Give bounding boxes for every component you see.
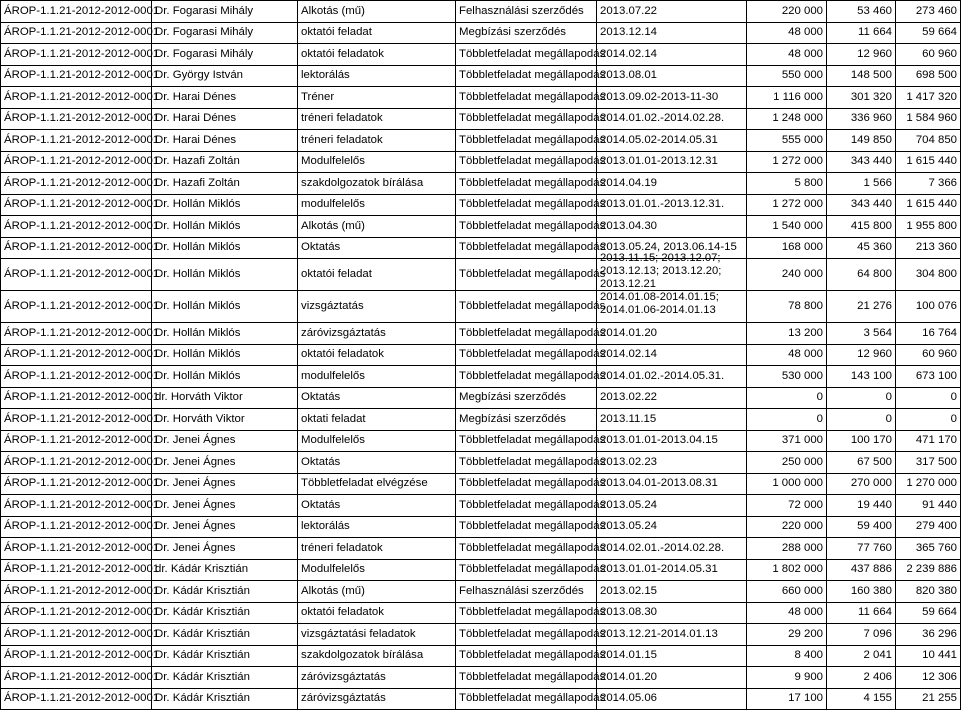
tax-amount-cell: 21 276 bbox=[827, 291, 896, 323]
project-cell: ÁROP-1.1.21-2012-2012-0001 bbox=[1, 237, 152, 259]
task-cell: oktatói feladatok bbox=[298, 602, 456, 624]
name-cell: Dr. Harai Dénes bbox=[152, 87, 298, 109]
task-cell: Modulfelelős bbox=[298, 559, 456, 581]
period-cell: 2013.04.01-2013.08.31 bbox=[597, 473, 747, 495]
period-cell: 2013.09.02-2013-11-30 bbox=[597, 87, 747, 109]
name-cell: Dr. Jenei Ágnes bbox=[152, 516, 298, 538]
period-lines bbox=[600, 291, 743, 322]
project-cell: ÁROP-1.1.21-2012-2012-0001 bbox=[1, 602, 152, 624]
contract-cell: Többletfeladat megállapodás bbox=[456, 44, 597, 66]
tax-amount-cell: 2 406 bbox=[827, 667, 896, 689]
table-row bbox=[1, 559, 961, 581]
project-cell: ÁROP-1.1.21-2012-2012-0001 bbox=[1, 151, 152, 173]
tax-amount-cell: 53 460 bbox=[827, 1, 896, 23]
table-row bbox=[1, 387, 961, 409]
name-cell: Dr. Kádár Krisztián bbox=[152, 581, 298, 603]
contract-cell: Többletfeladat megállapodás bbox=[456, 194, 597, 216]
contract-cell: Megbízási szerződés bbox=[456, 409, 597, 431]
tax-amount-cell: 148 500 bbox=[827, 65, 896, 87]
task-cell: Modulfelelős bbox=[298, 430, 456, 452]
tax-amount-cell: 149 850 bbox=[827, 130, 896, 152]
period-cell: 2014.01.15 bbox=[597, 645, 747, 667]
table-row bbox=[1, 194, 961, 216]
period-cell: 2014.02.14 bbox=[597, 44, 747, 66]
gross-amount-cell: 168 000 bbox=[747, 237, 827, 259]
period-cell: 2013.02.23 bbox=[597, 452, 747, 474]
total-amount-cell: 213 360 bbox=[896, 237, 961, 259]
task-cell: oktatói feladat bbox=[298, 259, 456, 291]
table-row bbox=[1, 151, 961, 173]
name-cell: Dr. Kádár Krisztián bbox=[152, 688, 298, 710]
name-cell: Dr. Jenei Ágnes bbox=[152, 452, 298, 474]
tax-amount-cell: 343 440 bbox=[827, 151, 896, 173]
project-cell: ÁROP-1.1.21-2012-2012-0001 bbox=[1, 65, 152, 87]
project-cell: ÁROP-1.1.21-2012-2012-0001 bbox=[1, 259, 152, 291]
total-amount-cell: 304 800 bbox=[896, 259, 961, 291]
tax-amount-cell: 45 360 bbox=[827, 237, 896, 259]
task-cell: Oktatás bbox=[298, 495, 456, 517]
name-cell: Dr. Fogarasi Mihály bbox=[152, 44, 298, 66]
name-cell: Dr. Kádár Krisztián bbox=[152, 667, 298, 689]
period-lines bbox=[600, 252, 743, 290]
tax-amount-cell: 77 760 bbox=[827, 538, 896, 560]
task-cell: vizsgáztatás bbox=[298, 291, 456, 323]
table-row bbox=[1, 108, 961, 130]
name-cell: Dr. Jenei Ágnes bbox=[152, 495, 298, 517]
gross-amount-cell: 240 000 bbox=[747, 259, 827, 291]
project-cell: ÁROP-1.1.21-2012-2012-0001 bbox=[1, 387, 152, 409]
table-row bbox=[1, 430, 961, 452]
task-cell: Oktatás bbox=[298, 387, 456, 409]
gross-amount-cell: 0 bbox=[747, 387, 827, 409]
table-row bbox=[1, 291, 961, 323]
project-cell: ÁROP-1.1.21-2012-2012-0001 bbox=[1, 667, 152, 689]
project-cell: ÁROP-1.1.21-2012-2012-0001 bbox=[1, 473, 152, 495]
task-cell: tréneri feladatok bbox=[298, 130, 456, 152]
task-cell: Tréner bbox=[298, 87, 456, 109]
tax-amount-cell: 11 664 bbox=[827, 22, 896, 44]
total-amount-cell: 279 400 bbox=[896, 516, 961, 538]
gross-amount-cell: 72 000 bbox=[747, 495, 827, 517]
contract-cell: Többletfeladat megállapodás bbox=[456, 291, 597, 323]
contract-cell: Többletfeladat megállapodás bbox=[456, 538, 597, 560]
name-cell: Dr. Jenei Ágnes bbox=[152, 538, 298, 560]
project-cell: ÁROP-1.1.21-2012-2012-0001 bbox=[1, 581, 152, 603]
period-cell: 2013.12.14 bbox=[597, 22, 747, 44]
total-amount-cell: 1 417 320 bbox=[896, 87, 961, 109]
total-amount-cell: 273 460 bbox=[896, 1, 961, 23]
gross-amount-cell: 220 000 bbox=[747, 1, 827, 23]
gross-amount-cell: 8 400 bbox=[747, 645, 827, 667]
task-cell: Többletfeladat elvégzése bbox=[298, 473, 456, 495]
gross-amount-cell: 1 116 000 bbox=[747, 87, 827, 109]
contract-cell: Többletfeladat megállapodás bbox=[456, 452, 597, 474]
contract-cell: Többletfeladat megállapodás bbox=[456, 259, 597, 291]
name-cell: Dr. Hollán Miklós bbox=[152, 216, 298, 238]
task-cell: Alkotás (mű) bbox=[298, 581, 456, 603]
name-cell: Dr. Hollán Miklós bbox=[152, 237, 298, 259]
contract-cell: Többletfeladat megállapodás bbox=[456, 602, 597, 624]
period-cell: 2013.01.01-2014.05.31 bbox=[597, 559, 747, 581]
task-cell: szakdolgozatok bírálása bbox=[298, 173, 456, 195]
total-amount-cell: 471 170 bbox=[896, 430, 961, 452]
name-cell: Dr. Fogarasi Mihály bbox=[152, 22, 298, 44]
tax-amount-cell: 270 000 bbox=[827, 473, 896, 495]
contract-cell: Többletfeladat megállapodás bbox=[456, 344, 597, 366]
task-cell: oktatói feladat bbox=[298, 22, 456, 44]
project-cell: ÁROP-1.1.21-2012-2012-0001 bbox=[1, 344, 152, 366]
name-cell: Dr. Hollán Miklós bbox=[152, 291, 298, 323]
period-cell: 2014.05.02-2014.05.31 bbox=[597, 130, 747, 152]
project-cell: ÁROP-1.1.21-2012-2012-0001 bbox=[1, 409, 152, 431]
table-row bbox=[1, 581, 961, 603]
task-cell: lektorálás bbox=[298, 65, 456, 87]
project-cell: ÁROP-1.1.21-2012-2012-0001 bbox=[1, 194, 152, 216]
contract-cell: Felhasználási szerződés bbox=[456, 581, 597, 603]
period-cell: 2013.02.22 bbox=[597, 387, 747, 409]
gross-amount-cell: 1 272 000 bbox=[747, 151, 827, 173]
name-cell: Dr. Fogarasi Mihály bbox=[152, 1, 298, 23]
contract-cell: Többletfeladat megállapodás bbox=[456, 559, 597, 581]
name-cell: Dr. Kádár Krisztián bbox=[152, 645, 298, 667]
period-cell: 2014.01.20 bbox=[597, 667, 747, 689]
task-cell: Oktatás bbox=[298, 237, 456, 259]
name-cell: Dr. Hollán Miklós bbox=[152, 323, 298, 345]
tax-amount-cell: 2 041 bbox=[827, 645, 896, 667]
gross-amount-cell: 1 540 000 bbox=[747, 216, 827, 238]
total-amount-cell: 2 239 886 bbox=[896, 559, 961, 581]
table-row bbox=[1, 344, 961, 366]
gross-amount-cell: 5 800 bbox=[747, 173, 827, 195]
table-row bbox=[1, 452, 961, 474]
gross-amount-cell: 48 000 bbox=[747, 344, 827, 366]
gross-amount-cell: 1 802 000 bbox=[747, 559, 827, 581]
contract-cell: Többletfeladat megállapodás bbox=[456, 473, 597, 495]
period-cell: 2013.01.01-2013.04.15 bbox=[597, 430, 747, 452]
project-cell: ÁROP-1.1.21-2012-2012-0001 bbox=[1, 44, 152, 66]
total-amount-cell: 0 bbox=[896, 387, 961, 409]
table-row bbox=[1, 602, 961, 624]
period-line: 2013.12.13; 2013.12.20; bbox=[600, 265, 722, 277]
period-cell: 2013.07.22 bbox=[597, 1, 747, 23]
task-cell: vizsgáztatási feladatok bbox=[298, 624, 456, 646]
task-cell: tréneri feladatok bbox=[298, 108, 456, 130]
gross-amount-cell: 288 000 bbox=[747, 538, 827, 560]
contract-cell: Többletfeladat megállapodás bbox=[456, 688, 597, 710]
tax-amount-cell: 11 664 bbox=[827, 602, 896, 624]
table-row bbox=[1, 495, 961, 517]
project-cell: ÁROP-1.1.21-2012-2012-0001 bbox=[1, 87, 152, 109]
tax-amount-cell: 415 800 bbox=[827, 216, 896, 238]
name-cell: Dr. Hollán Miklós bbox=[152, 194, 298, 216]
task-cell: modulfelelős bbox=[298, 366, 456, 388]
task-cell: oktatói feladatok bbox=[298, 344, 456, 366]
period-cell: 2013.08.30 bbox=[597, 602, 747, 624]
total-amount-cell: 1 955 800 bbox=[896, 216, 961, 238]
contract-cell: Többletfeladat megállapodás bbox=[456, 667, 597, 689]
project-cell: ÁROP-1.1.21-2012-2012-0001 bbox=[1, 559, 152, 581]
project-cell: ÁROP-1.1.21-2012-2012-0001 bbox=[1, 130, 152, 152]
contract-cell: Többletfeladat megállapodás bbox=[456, 108, 597, 130]
contract-cell: Többletfeladat megállapodás bbox=[456, 366, 597, 388]
period-cell: 2014.01.02.-2014.02.28. bbox=[597, 108, 747, 130]
table-row bbox=[1, 516, 961, 538]
tax-amount-cell: 7 096 bbox=[827, 624, 896, 646]
name-cell: Dr. György István bbox=[152, 65, 298, 87]
contract-cell: Többletfeladat megállapodás bbox=[456, 516, 597, 538]
table-body bbox=[1, 1, 961, 710]
project-cell: ÁROP-1.1.21-2012-2012-0001 bbox=[1, 452, 152, 474]
name-cell: Dr. Kádár Krisztián bbox=[152, 602, 298, 624]
table-row bbox=[1, 65, 961, 87]
contract-cell: Többletfeladat megállapodás bbox=[456, 151, 597, 173]
total-amount-cell: 12 306 bbox=[896, 667, 961, 689]
total-amount-cell: 673 100 bbox=[896, 366, 961, 388]
project-cell: ÁROP-1.1.21-2012-2012-0001 bbox=[1, 323, 152, 345]
gross-amount-cell: 17 100 bbox=[747, 688, 827, 710]
contract-cell: Többletfeladat megállapodás bbox=[456, 645, 597, 667]
total-amount-cell: 0 bbox=[896, 409, 961, 431]
tax-amount-cell: 1 566 bbox=[827, 173, 896, 195]
table-row bbox=[1, 87, 961, 109]
gross-amount-cell: 555 000 bbox=[747, 130, 827, 152]
project-cell: ÁROP-1.1.21-2012-2012-0001 bbox=[1, 1, 152, 23]
gross-amount-cell: 250 000 bbox=[747, 452, 827, 474]
period-line: 2013.12.21 bbox=[600, 278, 656, 290]
task-cell: modulfelelős bbox=[298, 194, 456, 216]
project-cell: ÁROP-1.1.21-2012-2012-0001 bbox=[1, 22, 152, 44]
total-amount-cell: 59 664 bbox=[896, 22, 961, 44]
total-amount-cell: 698 500 bbox=[896, 65, 961, 87]
name-cell: Dr. Jenei Ágnes bbox=[152, 430, 298, 452]
project-cell: ÁROP-1.1.21-2012-2012-0001 bbox=[1, 624, 152, 646]
table-row bbox=[1, 259, 961, 291]
total-amount-cell: 59 664 bbox=[896, 602, 961, 624]
tax-amount-cell: 19 440 bbox=[827, 495, 896, 517]
task-cell: Oktatás bbox=[298, 452, 456, 474]
name-cell: Dr. Hazafi Zoltán bbox=[152, 173, 298, 195]
project-cell: ÁROP-1.1.21-2012-2012-0001 bbox=[1, 216, 152, 238]
contract-cell: Többletfeladat megállapodás bbox=[456, 430, 597, 452]
project-cell: ÁROP-1.1.21-2012-2012-0001 bbox=[1, 430, 152, 452]
total-amount-cell: 91 440 bbox=[896, 495, 961, 517]
total-amount-cell: 365 760 bbox=[896, 538, 961, 560]
task-cell: oktatói feladatok bbox=[298, 44, 456, 66]
project-cell: ÁROP-1.1.21-2012-2012-0001 bbox=[1, 516, 152, 538]
gross-amount-cell: 371 000 bbox=[747, 430, 827, 452]
gross-amount-cell: 29 200 bbox=[747, 624, 827, 646]
table-row bbox=[1, 645, 961, 667]
tax-amount-cell: 0 bbox=[827, 387, 896, 409]
project-cell: ÁROP-1.1.21-2012-2012-0001 bbox=[1, 688, 152, 710]
gross-amount-cell: 550 000 bbox=[747, 65, 827, 87]
contract-cell: Többletfeladat megállapodás bbox=[456, 495, 597, 517]
task-cell: lektorálás bbox=[298, 516, 456, 538]
total-amount-cell: 7 366 bbox=[896, 173, 961, 195]
period-cell: 2013.04.30 bbox=[597, 216, 747, 238]
table-row bbox=[1, 688, 961, 710]
gross-amount-cell: 9 900 bbox=[747, 667, 827, 689]
name-cell: dr. Horváth Viktor bbox=[152, 387, 298, 409]
task-cell: tréneri feladatok bbox=[298, 538, 456, 560]
contract-cell: Megbízási szerződés bbox=[456, 387, 597, 409]
period-cell: 2013.12.21-2014.01.13 bbox=[597, 624, 747, 646]
period-cell: 2014.02.14 bbox=[597, 344, 747, 366]
total-amount-cell: 1 615 440 bbox=[896, 194, 961, 216]
name-cell: Dr. Jenei Ágnes bbox=[152, 473, 298, 495]
name-cell: Dr. Harai Dénes bbox=[152, 108, 298, 130]
gross-amount-cell: 1 272 000 bbox=[747, 194, 827, 216]
period-cell: 2014.04.19 bbox=[597, 173, 747, 195]
table-row bbox=[1, 473, 961, 495]
period-cell: 2013.02.15 bbox=[597, 581, 747, 603]
gross-amount-cell: 1 000 000 bbox=[747, 473, 827, 495]
table-row bbox=[1, 173, 961, 195]
total-amount-cell: 1 270 000 bbox=[896, 473, 961, 495]
table-row bbox=[1, 366, 961, 388]
period-cell bbox=[597, 291, 747, 323]
tax-amount-cell: 67 500 bbox=[827, 452, 896, 474]
period-cell: 2014.01.20 bbox=[597, 323, 747, 345]
period-line: 2014.01.06-2014.01.13 bbox=[600, 304, 716, 316]
project-cell: ÁROP-1.1.21-2012-2012-0001 bbox=[1, 366, 152, 388]
total-amount-cell: 1 584 960 bbox=[896, 108, 961, 130]
table-row bbox=[1, 22, 961, 44]
period-cell: 2013.01.01.-2013.12.31. bbox=[597, 194, 747, 216]
name-cell: Dr. Harai Dénes bbox=[152, 130, 298, 152]
tax-amount-cell: 59 400 bbox=[827, 516, 896, 538]
gross-amount-cell: 78 800 bbox=[747, 291, 827, 323]
name-cell: Dr. Horváth Viktor bbox=[152, 409, 298, 431]
tax-amount-cell: 336 960 bbox=[827, 108, 896, 130]
gross-amount-cell: 1 248 000 bbox=[747, 108, 827, 130]
period-cell: 2014.05.06 bbox=[597, 688, 747, 710]
name-cell: Dr. Hollán Miklós bbox=[152, 344, 298, 366]
name-cell: Dr. Kádár Krisztián bbox=[152, 624, 298, 646]
project-cell: ÁROP-1.1.21-2012-2012-0001 bbox=[1, 495, 152, 517]
tax-amount-cell: 0 bbox=[827, 409, 896, 431]
gross-amount-cell: 220 000 bbox=[747, 516, 827, 538]
tax-amount-cell: 64 800 bbox=[827, 259, 896, 291]
table-row bbox=[1, 409, 961, 431]
gross-amount-cell: 660 000 bbox=[747, 581, 827, 603]
tax-amount-cell: 160 380 bbox=[827, 581, 896, 603]
total-amount-cell: 21 255 bbox=[896, 688, 961, 710]
tax-amount-cell: 100 170 bbox=[827, 430, 896, 452]
tax-amount-cell: 12 960 bbox=[827, 344, 896, 366]
total-amount-cell: 820 380 bbox=[896, 581, 961, 603]
table-row bbox=[1, 667, 961, 689]
contract-cell: Többletfeladat megállapodás bbox=[456, 624, 597, 646]
tax-amount-cell: 301 320 bbox=[827, 87, 896, 109]
task-cell: záróvizsgáztatás bbox=[298, 667, 456, 689]
contract-cell: Többletfeladat megállapodás bbox=[456, 323, 597, 345]
name-cell: Dr. Hollán Miklós bbox=[152, 366, 298, 388]
total-amount-cell: 317 500 bbox=[896, 452, 961, 474]
total-amount-cell: 704 850 bbox=[896, 130, 961, 152]
gross-amount-cell: 48 000 bbox=[747, 602, 827, 624]
period-cell: 2013.05.24 bbox=[597, 516, 747, 538]
task-cell: szakdolgozatok bírálása bbox=[298, 645, 456, 667]
tax-amount-cell: 3 564 bbox=[827, 323, 896, 345]
gross-amount-cell: 48 000 bbox=[747, 44, 827, 66]
period-cell: 2014.02.01.-2014.02.28. bbox=[597, 538, 747, 560]
task-cell: záróvizsgáztatás bbox=[298, 323, 456, 345]
table-row bbox=[1, 237, 961, 259]
table-row bbox=[1, 44, 961, 66]
table-row bbox=[1, 216, 961, 238]
total-amount-cell: 60 960 bbox=[896, 44, 961, 66]
contract-cell: Többletfeladat megállapodás bbox=[456, 65, 597, 87]
contract-cell: Többletfeladat megállapodás bbox=[456, 87, 597, 109]
period-cell: 2013.05.24 bbox=[597, 495, 747, 517]
name-cell: Dr. Hollán Miklós bbox=[152, 259, 298, 291]
task-cell: záróvizsgáztatás bbox=[298, 688, 456, 710]
period-line: 2013.11.15; 2013.12.07; bbox=[600, 252, 721, 264]
period-cell: 2013.08.01 bbox=[597, 65, 747, 87]
table-row bbox=[1, 130, 961, 152]
gross-amount-cell: 13 200 bbox=[747, 323, 827, 345]
gross-amount-cell: 48 000 bbox=[747, 22, 827, 44]
tax-amount-cell: 437 886 bbox=[827, 559, 896, 581]
total-amount-cell: 36 296 bbox=[896, 624, 961, 646]
total-amount-cell: 16 764 bbox=[896, 323, 961, 345]
contract-cell: Felhasználási szerződés bbox=[456, 1, 597, 23]
table-row bbox=[1, 323, 961, 345]
period-cell: 2014.01.02.-2014.05.31. bbox=[597, 366, 747, 388]
tax-amount-cell: 343 440 bbox=[827, 194, 896, 216]
tax-amount-cell: 143 100 bbox=[827, 366, 896, 388]
name-cell: dr. Kádár Krisztián bbox=[152, 559, 298, 581]
gross-amount-cell: 530 000 bbox=[747, 366, 827, 388]
project-cell: ÁROP-1.1.21-2012-2012-0001 bbox=[1, 538, 152, 560]
total-amount-cell: 100 076 bbox=[896, 291, 961, 323]
project-cell: ÁROP-1.1.21-2012-2012-0001 bbox=[1, 291, 152, 323]
task-cell: Alkotás (mű) bbox=[298, 216, 456, 238]
tax-amount-cell: 12 960 bbox=[827, 44, 896, 66]
period-cell: 2013.01.01-2013.12.31 bbox=[597, 151, 747, 173]
contract-cell: Többletfeladat megállapodás bbox=[456, 216, 597, 238]
total-amount-cell: 10 441 bbox=[896, 645, 961, 667]
contract-cell: Többletfeladat megállapodás bbox=[456, 173, 597, 195]
tax-amount-cell: 4 155 bbox=[827, 688, 896, 710]
table-row bbox=[1, 538, 961, 560]
period-line: 2014.01.08-2014.01.15; bbox=[600, 291, 719, 303]
period-cell: 2013.05.24, 2013.06.14-15 bbox=[597, 237, 747, 259]
task-cell: Alkotás (mű) bbox=[298, 1, 456, 23]
gross-amount-cell: 0 bbox=[747, 409, 827, 431]
period-cell bbox=[597, 252, 747, 291]
contract-cell: Megbízási szerződés bbox=[456, 22, 597, 44]
project-cell: ÁROP-1.1.21-2012-2012-0001 bbox=[1, 645, 152, 667]
contract-cell: Többletfeladat megállapodás bbox=[456, 237, 597, 259]
task-cell: Modulfelelős bbox=[298, 151, 456, 173]
project-cell: ÁROP-1.1.21-2012-2012-0001 bbox=[1, 108, 152, 130]
contract-cell: Többletfeladat megállapodás bbox=[456, 130, 597, 152]
total-amount-cell: 1 615 440 bbox=[896, 151, 961, 173]
total-amount-cell: 60 960 bbox=[896, 344, 961, 366]
project-cell: ÁROP-1.1.21-2012-2012-0001 bbox=[1, 173, 152, 195]
period-cell: 2013.11.15 bbox=[597, 409, 747, 431]
name-cell: Dr. Hazafi Zoltán bbox=[152, 151, 298, 173]
task-cell: oktati feladat bbox=[298, 409, 456, 431]
table-row bbox=[1, 1, 961, 23]
table-row bbox=[1, 624, 961, 646]
